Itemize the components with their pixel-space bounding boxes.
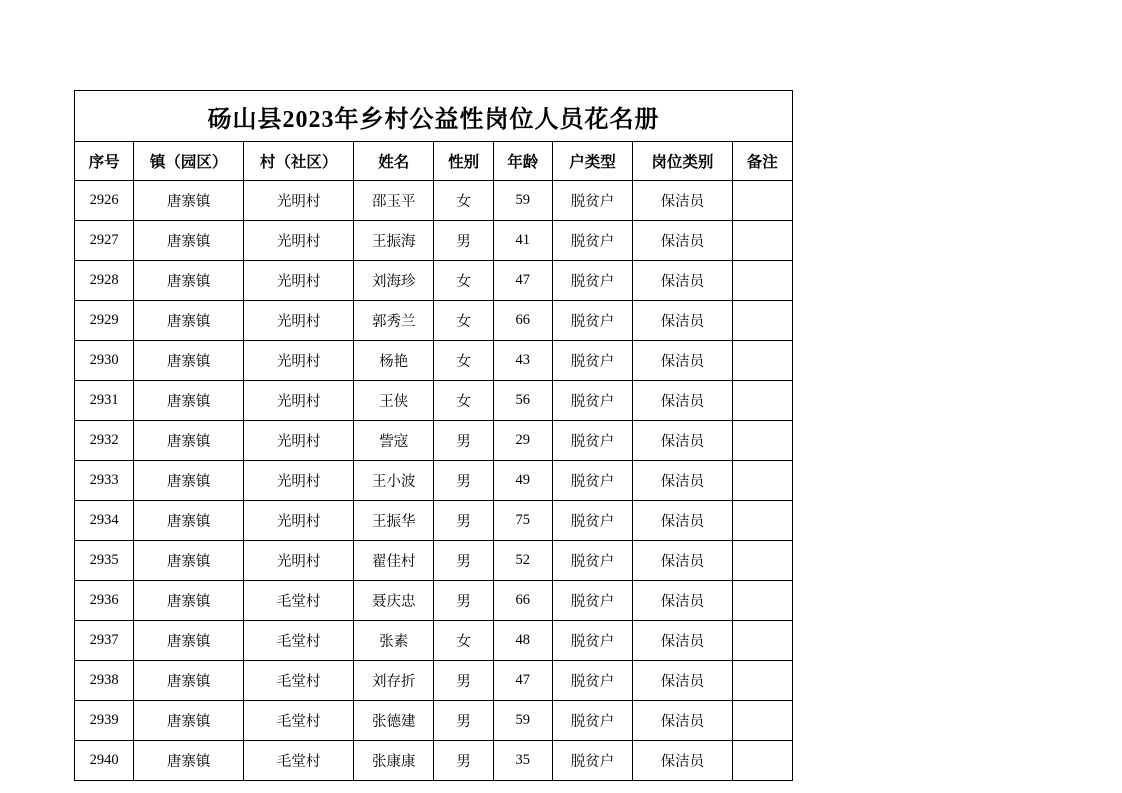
roster-sheet bbox=[74, 90, 793, 781]
table-row bbox=[75, 221, 793, 261]
cell-remark bbox=[732, 381, 792, 421]
cell-index: 2927 bbox=[75, 221, 134, 261]
cell-post-category: 保洁员 bbox=[633, 261, 732, 301]
cell-village: 光明村 bbox=[244, 461, 354, 501]
table-row bbox=[75, 541, 793, 581]
cell-household-type: 脱贫户 bbox=[552, 221, 632, 261]
cell-age: 47 bbox=[493, 661, 552, 701]
cell-remark bbox=[732, 661, 792, 701]
cell-index: 2940 bbox=[75, 741, 134, 781]
cell-gender: 女 bbox=[434, 181, 493, 221]
cell-household-type: 脱贫户 bbox=[552, 501, 632, 541]
cell-gender: 女 bbox=[434, 621, 493, 661]
cell-post-category: 保洁员 bbox=[633, 221, 732, 261]
cell-index: 2937 bbox=[75, 621, 134, 661]
table-row bbox=[75, 381, 793, 421]
cell-name: 杨艳 bbox=[354, 341, 434, 381]
cell-remark bbox=[732, 181, 792, 221]
cell-index: 2938 bbox=[75, 661, 134, 701]
cell-gender: 男 bbox=[434, 461, 493, 501]
page-title: 砀山县2023年乡村公益性岗位人员花名册 bbox=[75, 91, 793, 142]
cell-post-category: 保洁员 bbox=[633, 701, 732, 741]
cell-town: 唐寨镇 bbox=[134, 261, 244, 301]
cell-age: 66 bbox=[493, 581, 552, 621]
column-header-name: 姓名 bbox=[354, 142, 434, 181]
cell-gender: 男 bbox=[434, 501, 493, 541]
cell-remark bbox=[732, 581, 792, 621]
cell-town: 唐寨镇 bbox=[134, 541, 244, 581]
cell-name: 聂庆忠 bbox=[354, 581, 434, 621]
cell-index: 2939 bbox=[75, 701, 134, 741]
cell-post-category: 保洁员 bbox=[633, 381, 732, 421]
table-row bbox=[75, 661, 793, 701]
cell-post-category: 保洁员 bbox=[633, 621, 732, 661]
cell-remark bbox=[732, 701, 792, 741]
cell-age: 48 bbox=[493, 621, 552, 661]
cell-age: 43 bbox=[493, 341, 552, 381]
cell-name: 刘存折 bbox=[354, 661, 434, 701]
column-header-village: 村（社区） bbox=[244, 142, 354, 181]
column-header-household-type: 户类型 bbox=[552, 142, 632, 181]
cell-town: 唐寨镇 bbox=[134, 701, 244, 741]
column-header-age: 年龄 bbox=[493, 142, 552, 181]
cell-gender: 男 bbox=[434, 661, 493, 701]
cell-village: 光明村 bbox=[244, 421, 354, 461]
cell-town: 唐寨镇 bbox=[134, 421, 244, 461]
cell-gender: 男 bbox=[434, 541, 493, 581]
cell-index: 2930 bbox=[75, 341, 134, 381]
table-row bbox=[75, 341, 793, 381]
cell-village: 光明村 bbox=[244, 261, 354, 301]
cell-age: 66 bbox=[493, 301, 552, 341]
cell-town: 唐寨镇 bbox=[134, 221, 244, 261]
cell-town: 唐寨镇 bbox=[134, 741, 244, 781]
cell-gender: 男 bbox=[434, 581, 493, 621]
cell-name: 刘海珍 bbox=[354, 261, 434, 301]
cell-post-category: 保洁员 bbox=[633, 301, 732, 341]
cell-town: 唐寨镇 bbox=[134, 301, 244, 341]
cell-gender: 女 bbox=[434, 341, 493, 381]
table-row bbox=[75, 701, 793, 741]
cell-village: 光明村 bbox=[244, 541, 354, 581]
cell-remark bbox=[732, 501, 792, 541]
cell-post-category: 保洁员 bbox=[633, 421, 732, 461]
table-row bbox=[75, 181, 793, 221]
cell-household-type: 脱贫户 bbox=[552, 701, 632, 741]
table-row bbox=[75, 461, 793, 501]
cell-household-type: 脱贫户 bbox=[552, 461, 632, 501]
cell-gender: 男 bbox=[434, 741, 493, 781]
cell-index: 2934 bbox=[75, 501, 134, 541]
cell-post-category: 保洁员 bbox=[633, 741, 732, 781]
cell-household-type: 脱贫户 bbox=[552, 261, 632, 301]
cell-age: 35 bbox=[493, 741, 552, 781]
cell-name: 訾寇 bbox=[354, 421, 434, 461]
cell-remark bbox=[732, 261, 792, 301]
cell-remark bbox=[732, 341, 792, 381]
cell-village: 毛堂村 bbox=[244, 621, 354, 661]
cell-household-type: 脱贫户 bbox=[552, 381, 632, 421]
cell-index: 2932 bbox=[75, 421, 134, 461]
cell-town: 唐寨镇 bbox=[134, 381, 244, 421]
cell-index: 2929 bbox=[75, 301, 134, 341]
cell-town: 唐寨镇 bbox=[134, 661, 244, 701]
cell-age: 29 bbox=[493, 421, 552, 461]
cell-name: 邵玉平 bbox=[354, 181, 434, 221]
cell-household-type: 脱贫户 bbox=[552, 581, 632, 621]
cell-name: 翟佳村 bbox=[354, 541, 434, 581]
cell-name: 王侠 bbox=[354, 381, 434, 421]
cell-gender: 女 bbox=[434, 301, 493, 341]
cell-name: 王振海 bbox=[354, 221, 434, 261]
cell-post-category: 保洁员 bbox=[633, 181, 732, 221]
roster-body bbox=[75, 91, 793, 781]
cell-household-type: 脱贫户 bbox=[552, 661, 632, 701]
table-row bbox=[75, 261, 793, 301]
column-header-gender: 性别 bbox=[434, 142, 493, 181]
cell-name: 张康康 bbox=[354, 741, 434, 781]
cell-village: 光明村 bbox=[244, 301, 354, 341]
cell-remark bbox=[732, 541, 792, 581]
table-row bbox=[75, 741, 793, 781]
cell-town: 唐寨镇 bbox=[134, 581, 244, 621]
cell-post-category: 保洁员 bbox=[633, 501, 732, 541]
table-row bbox=[75, 621, 793, 661]
table-row bbox=[75, 581, 793, 621]
cell-remark bbox=[732, 741, 792, 781]
cell-remark bbox=[732, 221, 792, 261]
cell-name: 王振华 bbox=[354, 501, 434, 541]
cell-post-category: 保洁员 bbox=[633, 661, 732, 701]
cell-age: 59 bbox=[493, 181, 552, 221]
cell-index: 2936 bbox=[75, 581, 134, 621]
cell-remark bbox=[732, 461, 792, 501]
cell-village: 光明村 bbox=[244, 501, 354, 541]
cell-village: 光明村 bbox=[244, 181, 354, 221]
cell-household-type: 脱贫户 bbox=[552, 181, 632, 221]
cell-household-type: 脱贫户 bbox=[552, 301, 632, 341]
cell-gender: 男 bbox=[434, 701, 493, 741]
cell-town: 唐寨镇 bbox=[134, 341, 244, 381]
column-header-index: 序号 bbox=[75, 142, 134, 181]
cell-age: 56 bbox=[493, 381, 552, 421]
cell-post-category: 保洁员 bbox=[633, 341, 732, 381]
cell-index: 2926 bbox=[75, 181, 134, 221]
cell-age: 47 bbox=[493, 261, 552, 301]
cell-village: 毛堂村 bbox=[244, 661, 354, 701]
cell-household-type: 脱贫户 bbox=[552, 421, 632, 461]
cell-gender: 女 bbox=[434, 381, 493, 421]
cell-age: 75 bbox=[493, 501, 552, 541]
cell-index: 2928 bbox=[75, 261, 134, 301]
cell-town: 唐寨镇 bbox=[134, 461, 244, 501]
cell-name: 张素 bbox=[354, 621, 434, 661]
cell-post-category: 保洁员 bbox=[633, 461, 732, 501]
table-row bbox=[75, 301, 793, 341]
cell-village: 毛堂村 bbox=[244, 741, 354, 781]
column-header-town: 镇（园区） bbox=[134, 142, 244, 181]
cell-index: 2931 bbox=[75, 381, 134, 421]
cell-household-type: 脱贫户 bbox=[552, 341, 632, 381]
cell-household-type: 脱贫户 bbox=[552, 541, 632, 581]
cell-household-type: 脱贫户 bbox=[552, 621, 632, 661]
cell-remark bbox=[732, 621, 792, 661]
table-row bbox=[75, 421, 793, 461]
roster-table bbox=[74, 90, 793, 781]
table-row bbox=[75, 501, 793, 541]
cell-remark bbox=[732, 421, 792, 461]
cell-village: 光明村 bbox=[244, 341, 354, 381]
cell-name: 郭秀兰 bbox=[354, 301, 434, 341]
cell-town: 唐寨镇 bbox=[134, 181, 244, 221]
cell-gender: 女 bbox=[434, 261, 493, 301]
cell-gender: 男 bbox=[434, 221, 493, 261]
header-row bbox=[75, 142, 793, 181]
title-row bbox=[75, 91, 793, 142]
cell-index: 2935 bbox=[75, 541, 134, 581]
cell-town: 唐寨镇 bbox=[134, 501, 244, 541]
cell-post-category: 保洁员 bbox=[633, 581, 732, 621]
cell-village: 毛堂村 bbox=[244, 701, 354, 741]
cell-town: 唐寨镇 bbox=[134, 621, 244, 661]
column-header-post-category: 岗位类别 bbox=[633, 142, 732, 181]
cell-household-type: 脱贫户 bbox=[552, 741, 632, 781]
cell-index: 2933 bbox=[75, 461, 134, 501]
cell-village: 毛堂村 bbox=[244, 581, 354, 621]
cell-age: 59 bbox=[493, 701, 552, 741]
cell-post-category: 保洁员 bbox=[633, 541, 732, 581]
cell-age: 41 bbox=[493, 221, 552, 261]
cell-village: 光明村 bbox=[244, 221, 354, 261]
cell-remark bbox=[732, 301, 792, 341]
cell-village: 光明村 bbox=[244, 381, 354, 421]
cell-age: 49 bbox=[493, 461, 552, 501]
cell-age: 52 bbox=[493, 541, 552, 581]
cell-gender: 男 bbox=[434, 421, 493, 461]
cell-name: 张德建 bbox=[354, 701, 434, 741]
cell-name: 王小波 bbox=[354, 461, 434, 501]
column-header-remark: 备注 bbox=[732, 142, 792, 181]
